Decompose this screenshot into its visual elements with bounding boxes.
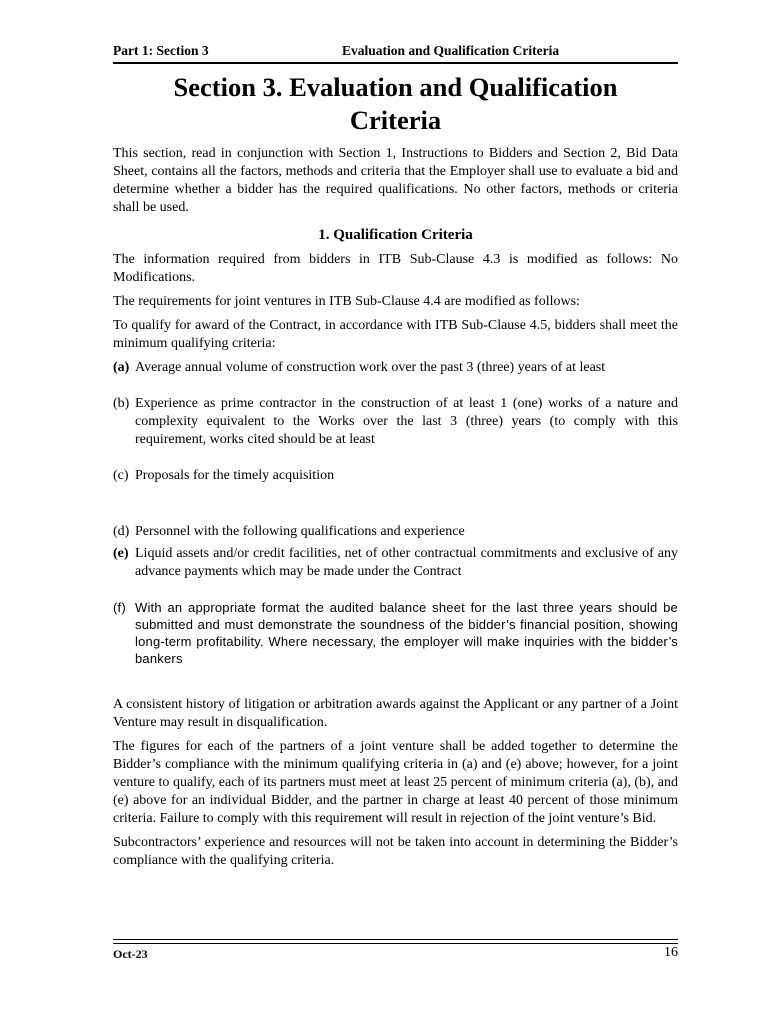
criteria-item-text: Liquid assets and/or credit facilities, net of other contractual commitments and exclusive of any advance payments which may be made under the Contract: [135, 546, 678, 579]
paragraph-joint-ventures: The requirements for joint ventures in ITB Sub-Clause 4.4 are modified as follows:: [113, 294, 580, 309]
criteria-item-c: [113, 467, 678, 485]
paragraph-subcontractors: Subcontractors’ experience and resources will not be taken into account in determining the Bidder’s compliance with the qualifying criteria.: [113, 835, 678, 868]
paragraph-joint-venture-figures: The figures for each of the partners of a joint venture shall be added together to determine the Bidder’s compliance with the minimum qualifying criteria in (a) and (e) above; however, for a joint venture to qualify, each of its partners must meet at least 25 percent of minimum criteria (a), (b), and (e) above for an individual Bidder, and the partner in charge at least 40 percent of those minimum criteria. Failure to comply with this requirement will result in rejection of the joint venture’s Bid.: [113, 739, 678, 826]
document-body: [113, 145, 678, 870]
criteria-item-a: [113, 359, 678, 377]
criteria-item-label: (d): [113, 524, 130, 539]
criteria-item-label: (f): [113, 600, 126, 615]
page-title: [113, 71, 678, 137]
page-header: [113, 43, 678, 61]
criteria-item-label: (c): [113, 468, 129, 483]
header-section-title: Evaluation and Qualification Criteria: [342, 43, 560, 58]
criteria-item-text: Average annual volume of construction work over the past 3 (three) years of at least: [135, 360, 606, 375]
footer-date: Oct-23: [113, 947, 148, 961]
footer-rule: [113, 939, 678, 944]
header-rule: [113, 62, 678, 64]
page-title-line-1: Section 3. Evaluation and Qualification: [173, 72, 618, 102]
criteria-item-label: (b): [113, 396, 130, 411]
criteria-item-text: With an appropriate format the audited balance sheet for the last three years should be submitted and must demonstrate the soundness of the bidder’s financial position, showing long-term profitability. Where necessary, the employer will make inquiries with the bidder’s bankers: [135, 600, 678, 666]
criteria-item-f: [113, 599, 678, 667]
paragraph-litigation-history: A consistent history of litigation or arbitration awards against the Applicant or any partner of a Joint Venture may result in disqualification.: [113, 697, 678, 730]
page-footer: [113, 945, 678, 963]
page-title-line-2: Criteria: [349, 105, 442, 135]
criteria-item-text: Experience as prime contractor in the construction of at least 1 (one) works of a nature and complexity equivalent to the Works over the last 3 (three) years (to comply with this requirement, works cited should be at least: [135, 396, 678, 447]
paragraph-to-qualify: To qualify for award of the Contract, in accordance with ITB Sub-Clause 4.5, bidders shall meet the minimum qualifying criteria:: [113, 318, 678, 351]
criteria-item-text: Personnel with the following qualifications and experience: [135, 524, 465, 539]
intro-paragraph: This section, read in conjunction with Section 1, Instructions to Bidders and Section 2, Bid Data Sheet, contains all the factors, methods and criteria that the Employer shall use to evaluate a bid and determine whether a bidder has the required qualifications. No other factors, methods or criteria shall be used.: [113, 146, 678, 215]
header-part-section: Part 1: Section 3: [113, 43, 209, 58]
criteria-item-b: [113, 395, 678, 449]
paragraph-information-required: The information required from bidders in ITB Sub-Clause 4.3 is modified as follows: No Modifications.: [113, 252, 678, 285]
page-number: 16: [664, 945, 678, 960]
criteria-item-label: (e): [113, 546, 129, 561]
criteria-item-d: [113, 523, 678, 541]
criteria-item-label: (a): [113, 360, 130, 375]
document-page: [113, 0, 678, 1024]
criteria-item-text: Proposals for the timely acquisition: [135, 468, 335, 483]
qualification-criteria-heading: 1. Qualification Criteria: [318, 227, 473, 243]
criteria-item-e: [113, 545, 678, 581]
